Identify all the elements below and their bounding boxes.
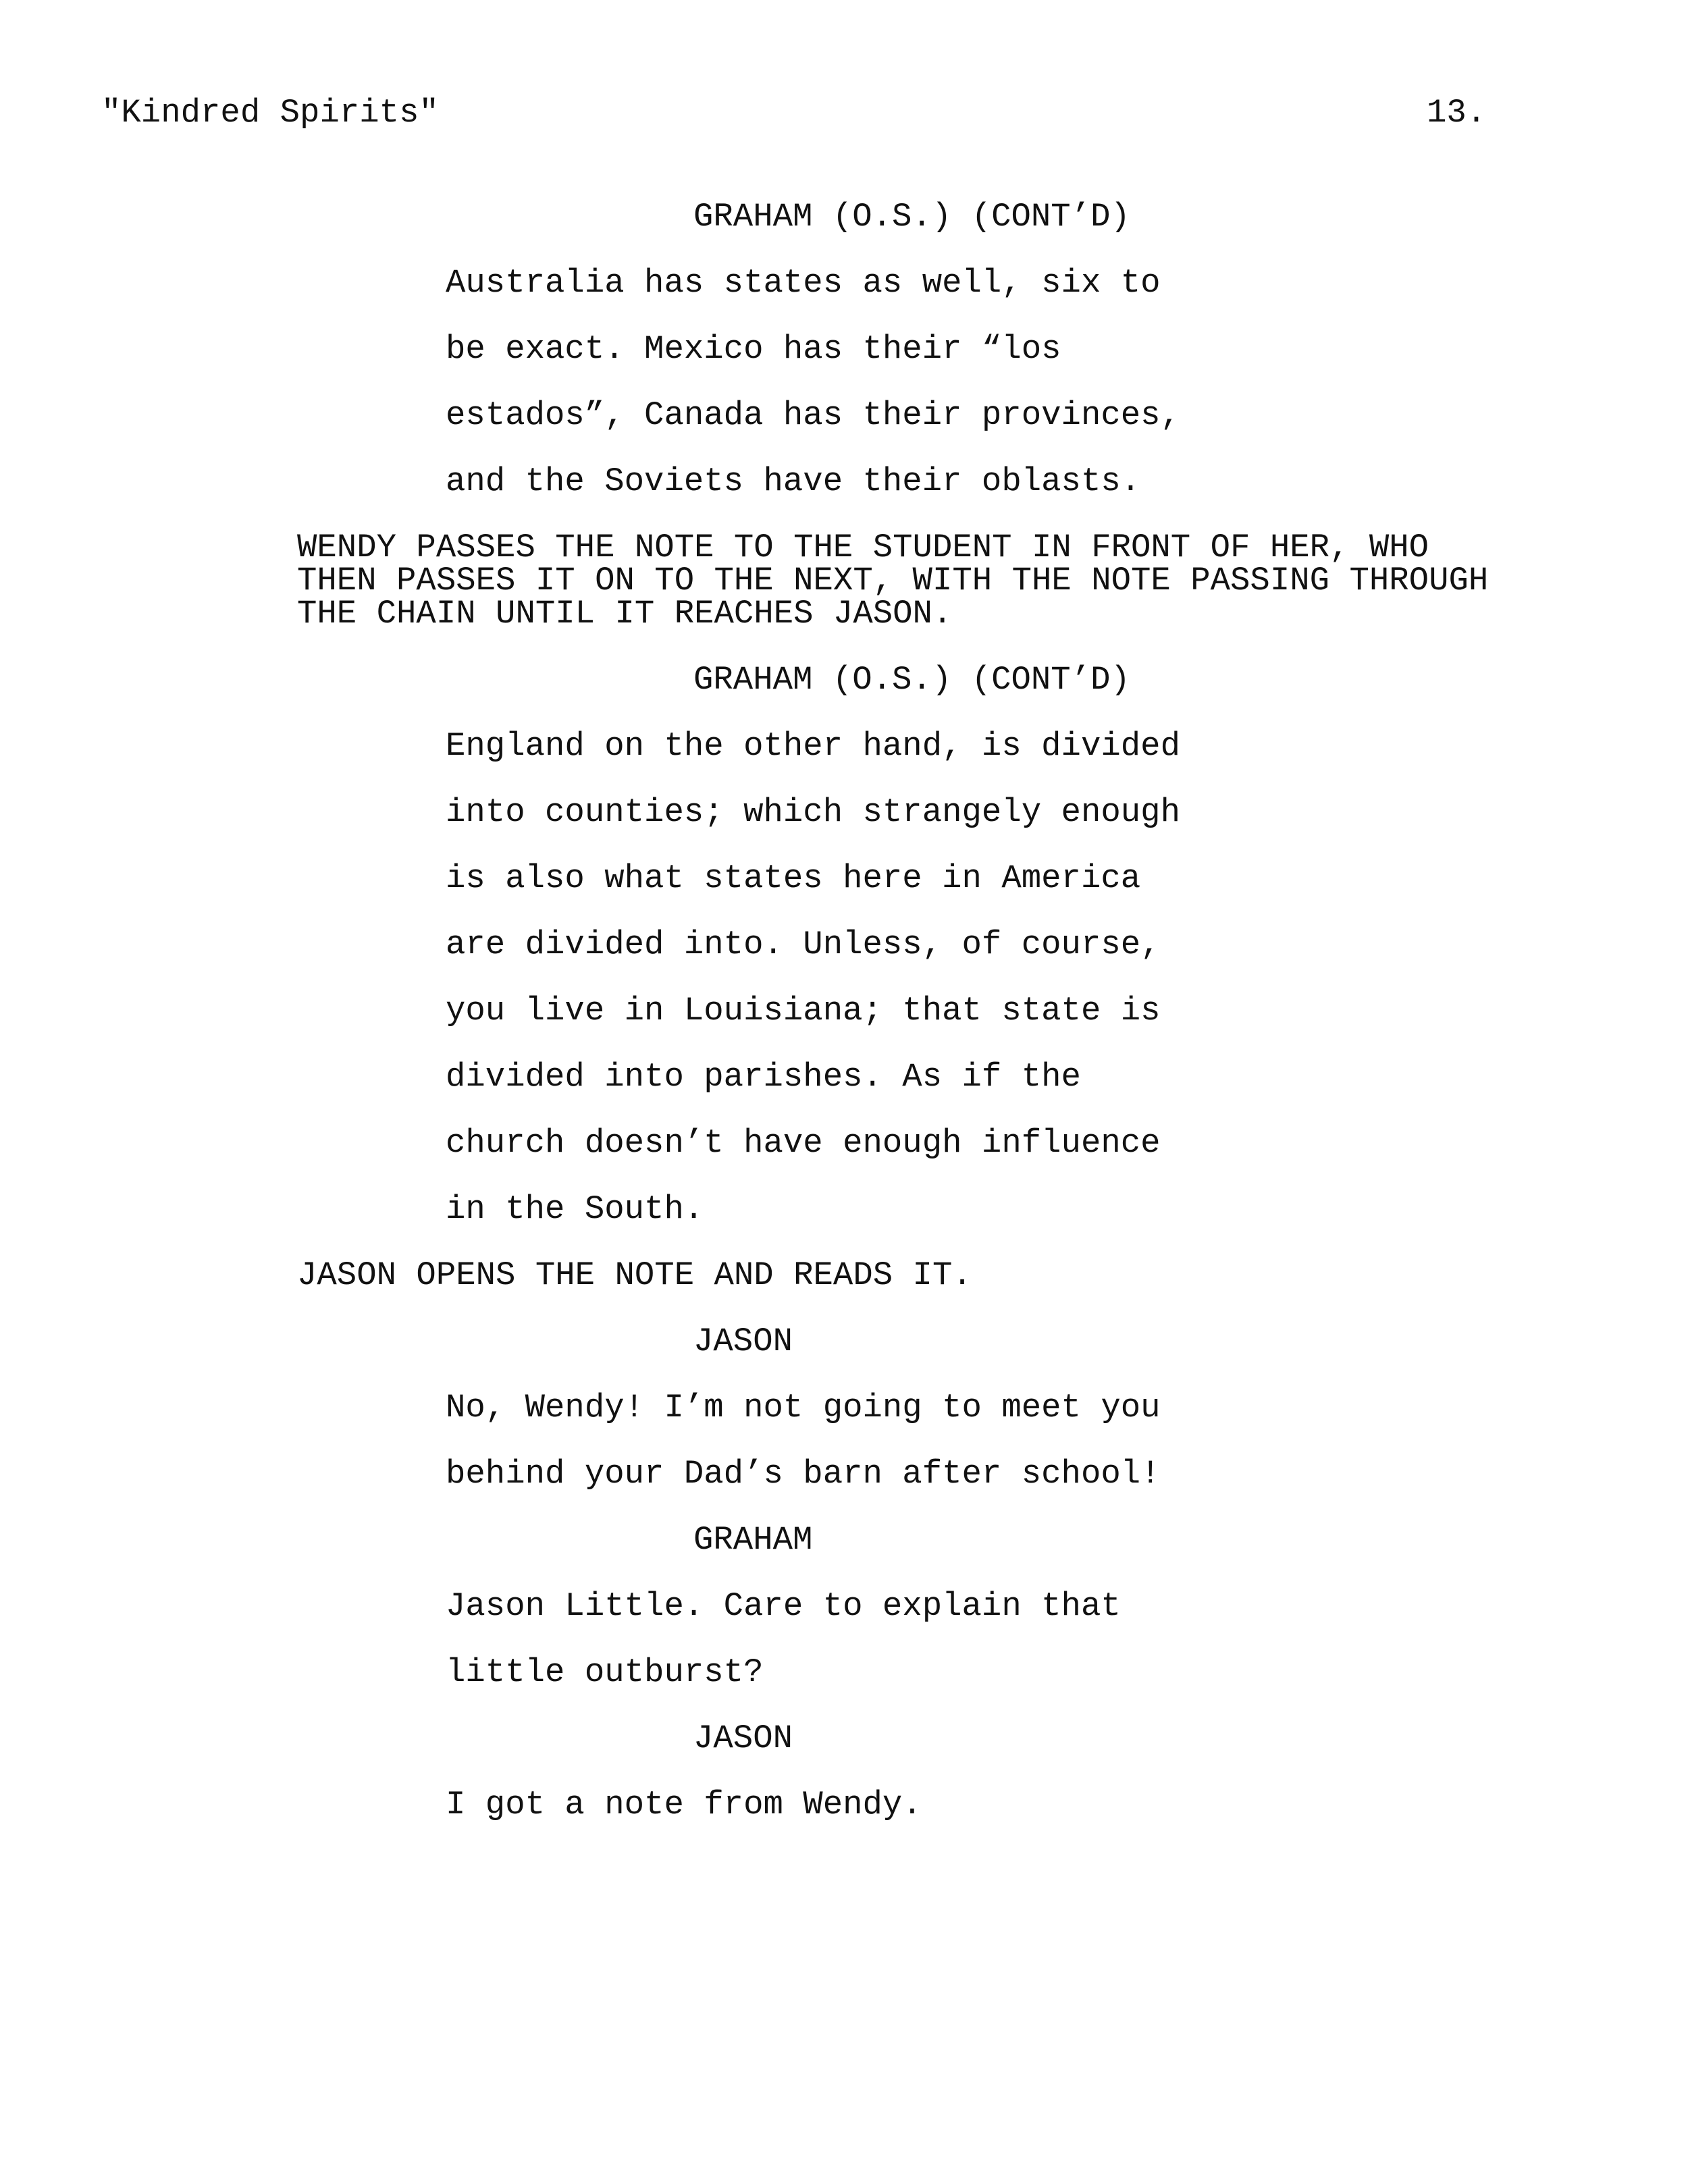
- action-line: WENDY PASSES THE NOTE TO THE STUDENT IN FRONT OF HER, WHO: [297, 529, 1429, 566]
- dialogue-line: be exact. Mexico has their “los: [446, 330, 1061, 368]
- character-cue: JASON: [693, 1720, 793, 1757]
- dialogue-line: England on the other hand, is divided: [446, 727, 1180, 765]
- action-line: THE CHAIN UNTIL IT REACHES JASON.: [297, 595, 953, 633]
- dialogue-line: and the Soviets have their oblasts.: [446, 462, 1141, 500]
- dialogue-line: No, Wendy! I’m not going to meet you: [446, 1389, 1161, 1427]
- action-line: JASON OPENS THE NOTE AND READS IT.: [297, 1256, 972, 1294]
- dialogue-line: you live in Louisiana; that state is: [446, 992, 1161, 1030]
- dialogue-line: Jason Little. Care to explain that: [446, 1587, 1121, 1625]
- dialogue-line: Australia has states as well, six to: [446, 264, 1161, 302]
- character-cue: GRAHAM: [693, 1521, 813, 1559]
- dialogue-line: I got a note from Wendy.: [446, 1786, 922, 1823]
- character-cue: GRAHAM (O.S.) (CONT’D): [693, 198, 1130, 236]
- dialogue-line: is also what states here in America: [446, 859, 1141, 897]
- dialogue-line: divided into parishes. As if the: [446, 1058, 1081, 1096]
- dialogue-line: estados”, Canada has their provinces,: [446, 396, 1180, 434]
- character-cue: JASON: [693, 1323, 793, 1360]
- dialogue-line: in the South.: [446, 1190, 704, 1228]
- dialogue-line: behind your Dad’s barn after school!: [446, 1455, 1161, 1493]
- dialogue-line: church doesn’t have enough influence: [446, 1124, 1161, 1162]
- dialogue-line: into counties; which strangely enough: [446, 793, 1180, 831]
- page-number: 13.: [1427, 94, 1487, 132]
- dialogue-line: are divided into. Unless, of course,: [446, 926, 1161, 963]
- dialogue-line: little outburst?: [446, 1653, 764, 1691]
- script-title-header: "Kindred Spirits": [101, 94, 439, 132]
- character-cue: GRAHAM (O.S.) (CONT’D): [693, 661, 1130, 699]
- action-line: THEN PASSES IT ON TO THE NEXT, WITH THE NOTE PASSING THROUGH: [297, 562, 1489, 600]
